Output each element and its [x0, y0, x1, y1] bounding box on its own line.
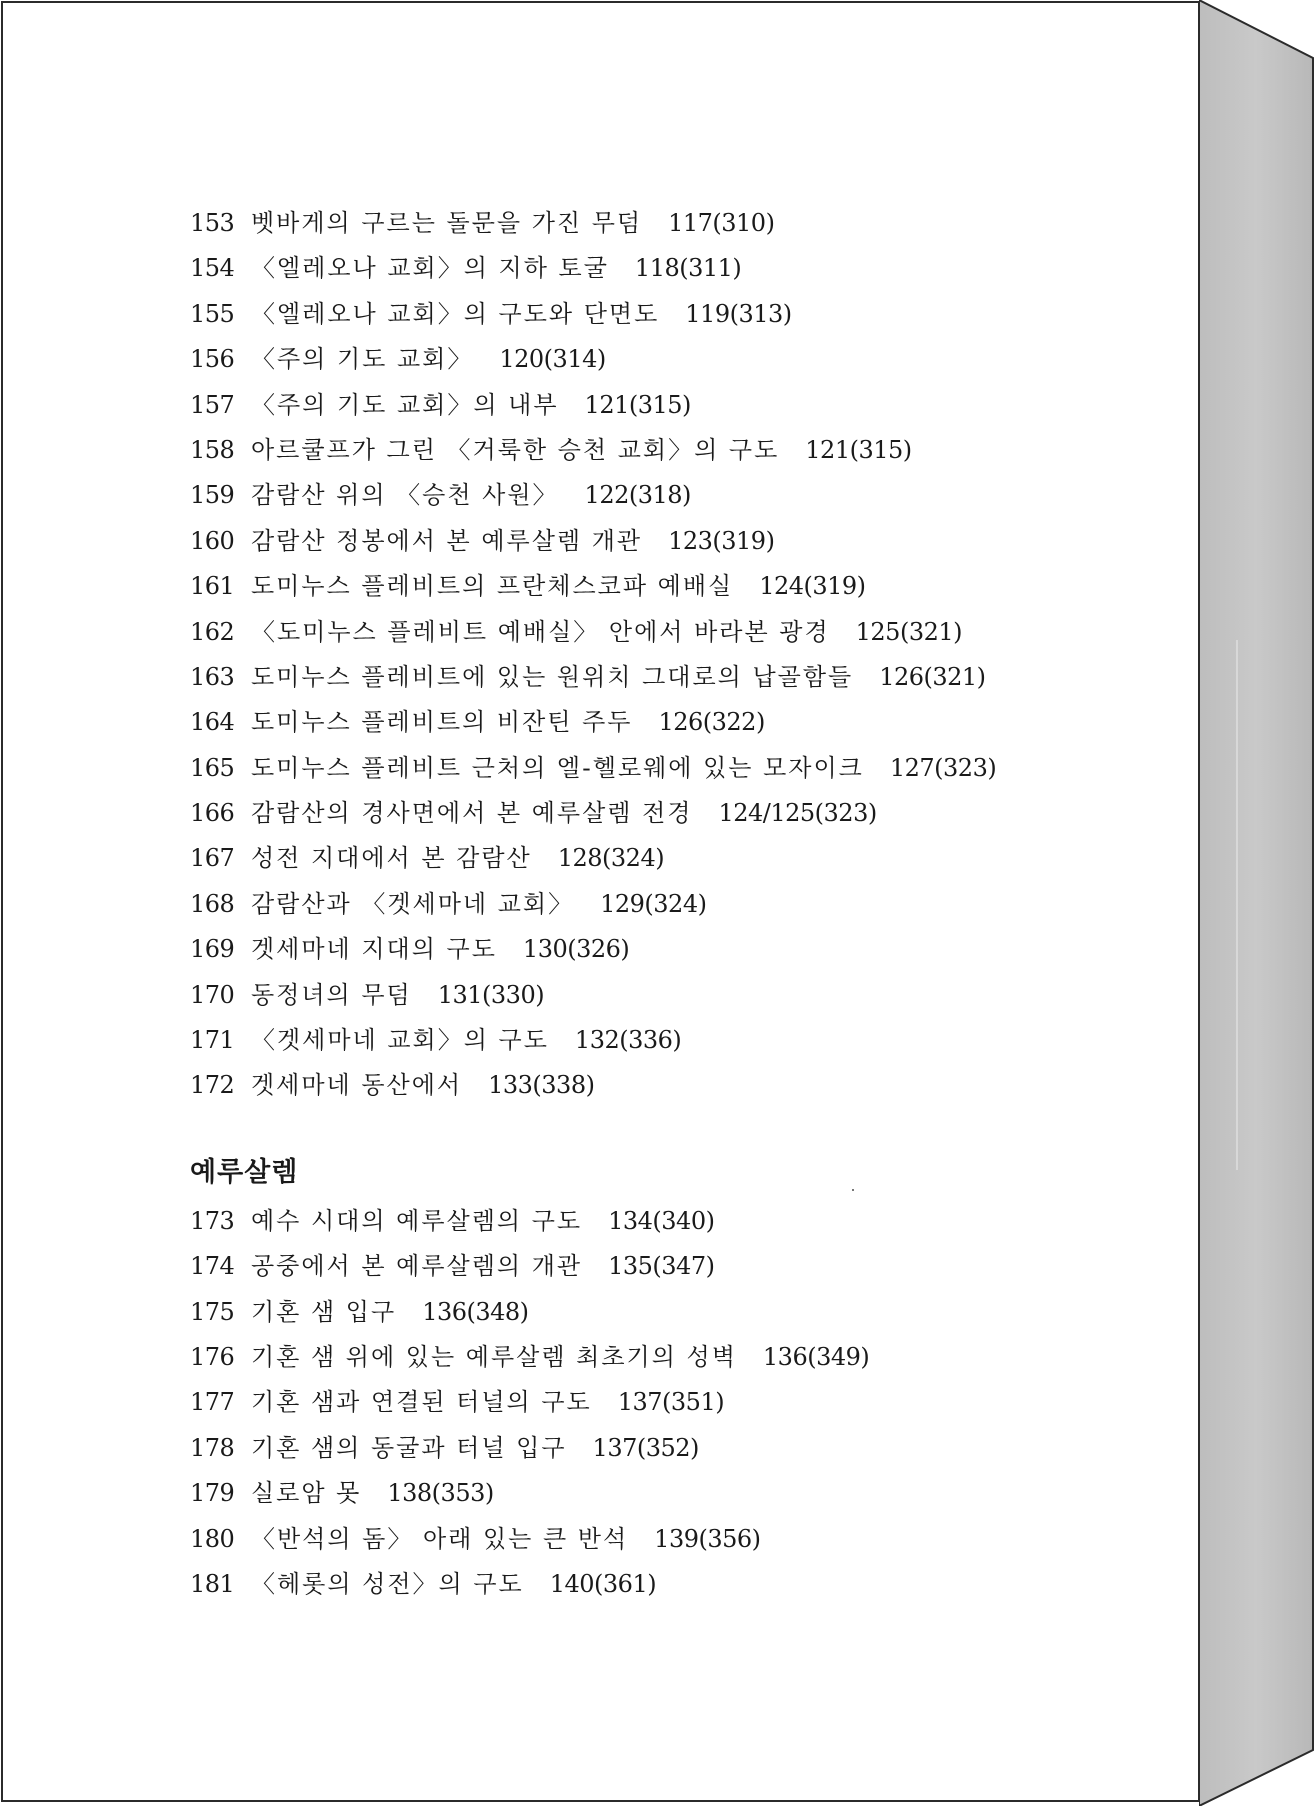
- figure-entry: [190, 337, 1090, 382]
- figure-title: 성전 지대에서 본 감람산: [251, 844, 532, 873]
- figure-entry: [190, 201, 1090, 246]
- figure-title: 공중에서 본 예루살렘의 개관: [251, 1252, 583, 1281]
- figure-number: 173: [190, 1206, 235, 1235]
- figure-page-ref: 119(313): [685, 299, 792, 328]
- figure-number: 153: [190, 209, 235, 237]
- figure-title: 도미누스 플레비트에 있는 원위치 그대로의 납골함들: [251, 662, 854, 691]
- figure-number: 178: [190, 1433, 235, 1462]
- figure-number: 154: [190, 254, 235, 283]
- book-page-edge: [1199, 0, 1314, 1806]
- figure-entry: [190, 1471, 1090, 1516]
- figure-page-ref: 135(347): [608, 1252, 715, 1281]
- figure-page-ref: 120(314): [499, 345, 606, 374]
- figure-entry: [190, 1562, 1090, 1607]
- figure-page-ref: 130(326): [522, 935, 630, 964]
- figure-entry: [190, 973, 1090, 1018]
- figure-number: 162: [190, 617, 235, 646]
- figure-title: 〈헤롯의 성전〉의 구도: [251, 1569, 524, 1598]
- figure-title: 〈엘레오나 교회〉의 구도와 단면도: [251, 299, 660, 328]
- figure-number: 158: [190, 435, 235, 464]
- figure-title: 〈반석의 돔〉 아래 있는 큰 반석: [251, 1524, 629, 1553]
- figure-title: 기혼 샘의 동굴과 터널 입구: [251, 1433, 567, 1462]
- figure-number: 169: [190, 935, 235, 964]
- figure-number: 156: [190, 345, 235, 374]
- figure-number: 171: [190, 1026, 235, 1055]
- figure-entry: [190, 1244, 1090, 1289]
- figure-entry: [190, 1063, 1090, 1108]
- figure-entry: [190, 1290, 1090, 1335]
- figure-number: 164: [190, 708, 235, 737]
- figure-title: 감람산 위의 〈승천 사원〉: [251, 481, 559, 510]
- figure-entry: [190, 791, 1090, 836]
- figure-title: 겟세마네 동산에서: [251, 1071, 463, 1100]
- figure-number: 157: [190, 390, 235, 419]
- figure-page-ref: 138(353): [387, 1479, 494, 1508]
- figure-title: 〈겟세마네 교회〉의 구도: [251, 1026, 549, 1055]
- figure-title: 벳바게의 구르는 돌문을 가진 무덤: [251, 209, 643, 237]
- figure-entry: [190, 1335, 1090, 1380]
- figure-page-ref: 137(352): [592, 1433, 699, 1462]
- figure-entry: [190, 1517, 1090, 1562]
- figure-title: 동정녀의 무덤: [251, 980, 412, 1009]
- figure-page-ref: 126(322): [658, 708, 765, 737]
- print-speck: [852, 1189, 854, 1191]
- figure-title: 감람산의 경사면에서 본 예루살렘 전경: [251, 799, 693, 828]
- figure-number: 159: [190, 481, 235, 510]
- figure-entry: [190, 246, 1090, 291]
- figure-page-ref: 125(321): [855, 617, 962, 646]
- figure-entry: [190, 1199, 1090, 1244]
- figure-number: 174: [190, 1252, 235, 1281]
- figure-title: 겟세마네 지대의 구도: [251, 935, 497, 964]
- figure-page-ref: 124(319): [759, 572, 866, 601]
- figure-entry: [190, 1380, 1090, 1425]
- figure-page-ref: 136(349): [762, 1342, 870, 1371]
- figure-entry: [190, 700, 1090, 745]
- figure-page-ref: 129(324): [600, 889, 707, 918]
- figure-entry: [190, 927, 1090, 972]
- figure-number: 172: [190, 1071, 235, 1100]
- figure-number: 177: [190, 1388, 235, 1417]
- section-heading: 예루살렘: [190, 1156, 299, 1188]
- figure-title: 〈주의 기도 교회〉: [251, 345, 474, 374]
- figure-list-group-1: [190, 201, 1090, 1109]
- figure-page-ref: 122(318): [584, 481, 691, 510]
- figure-number: 165: [190, 753, 235, 782]
- figure-page-ref: 139(356): [654, 1524, 761, 1553]
- figure-number: 155: [190, 299, 235, 328]
- figure-list: [190, 201, 1090, 1607]
- figure-number: 179: [190, 1479, 235, 1508]
- figure-entry: [190, 519, 1090, 564]
- book-page: [1, 1, 1200, 1802]
- figure-page-ref: 131(330): [437, 980, 545, 1009]
- figure-number: 163: [190, 662, 235, 691]
- figure-page-ref: 128(324): [557, 844, 665, 873]
- figure-number: 161: [190, 572, 235, 601]
- figure-title: 감람산과 〈겟세마네 교회〉: [251, 889, 575, 918]
- figure-page-ref: 126(321): [879, 662, 986, 691]
- figure-list-group-2: [190, 1199, 1090, 1608]
- figure-page-ref: 118(311): [634, 254, 742, 283]
- figure-title: 아르쿨프가 그린 〈거룩한 승천 교회〉의 구도: [251, 435, 780, 464]
- figure-page-ref: 134(340): [608, 1206, 715, 1235]
- figure-number: 180: [190, 1524, 235, 1553]
- figure-entry: [190, 564, 1090, 609]
- figure-title: 기혼 샘 위에 있는 예루살렘 최초기의 성벽: [251, 1342, 737, 1371]
- figure-number: 168: [190, 889, 235, 918]
- figure-page-ref: 121(315): [805, 435, 912, 464]
- figure-title: 도미누스 플레비트 근처의 엘-헬로웨에 있는 모자이크: [251, 753, 864, 782]
- figure-entry: [190, 1426, 1090, 1471]
- figure-page-ref: 132(336): [574, 1026, 682, 1055]
- figure-number: 181: [190, 1569, 235, 1598]
- figure-page-ref: 124/125(323): [718, 799, 877, 828]
- figure-page-ref: 123(319): [668, 526, 775, 555]
- figure-number: 167: [190, 844, 235, 873]
- figure-title: 〈도미누스 플레비트 예배실〉 안에서 바라본 광경: [251, 617, 830, 646]
- figure-title: 기혼 샘 입구: [251, 1297, 397, 1326]
- figure-entry: [190, 746, 1090, 791]
- figure-entry: [190, 610, 1090, 655]
- figure-title: 예수 시대의 예루살렘의 구도: [251, 1206, 583, 1235]
- figure-page-ref: 127(323): [889, 753, 997, 782]
- figure-number: 176: [190, 1342, 235, 1371]
- figure-number: 166: [190, 799, 235, 828]
- figure-entry: [190, 383, 1090, 428]
- figure-entry: [190, 428, 1090, 473]
- figure-title: 기혼 샘과 연결된 터널의 구도: [251, 1388, 592, 1417]
- figure-title: 감람산 정봉에서 본 예루살렘 개관: [251, 526, 643, 555]
- figure-title: 〈주의 기도 교회〉의 내부: [251, 390, 559, 419]
- figure-page-ref: 121(315): [584, 390, 691, 419]
- figure-entry: [190, 292, 1090, 337]
- figure-entry: [190, 1018, 1090, 1063]
- figure-page-ref: 117(310): [668, 209, 775, 237]
- figure-number: 170: [190, 980, 235, 1009]
- figure-title: 도미누스 플레비트의 프란체스코파 예배실: [251, 572, 734, 601]
- figure-entry: [190, 655, 1090, 700]
- figure-page-ref: 133(338): [488, 1071, 595, 1100]
- figure-entry: [190, 473, 1090, 518]
- figure-entry: [190, 836, 1090, 881]
- figure-title: 도미누스 플레비트의 비잔틴 주두: [251, 708, 633, 737]
- figure-title: 실로암 못: [251, 1479, 362, 1508]
- figure-number: 160: [190, 526, 235, 555]
- figure-page-ref: 137(351): [617, 1388, 725, 1417]
- figure-entry: [190, 882, 1090, 927]
- figure-number: 175: [190, 1297, 235, 1326]
- figure-title: 〈엘레오나 교회〉의 지하 토굴: [251, 254, 609, 283]
- figure-page-ref: 136(348): [422, 1297, 529, 1326]
- figure-page-ref: 140(361): [549, 1569, 657, 1598]
